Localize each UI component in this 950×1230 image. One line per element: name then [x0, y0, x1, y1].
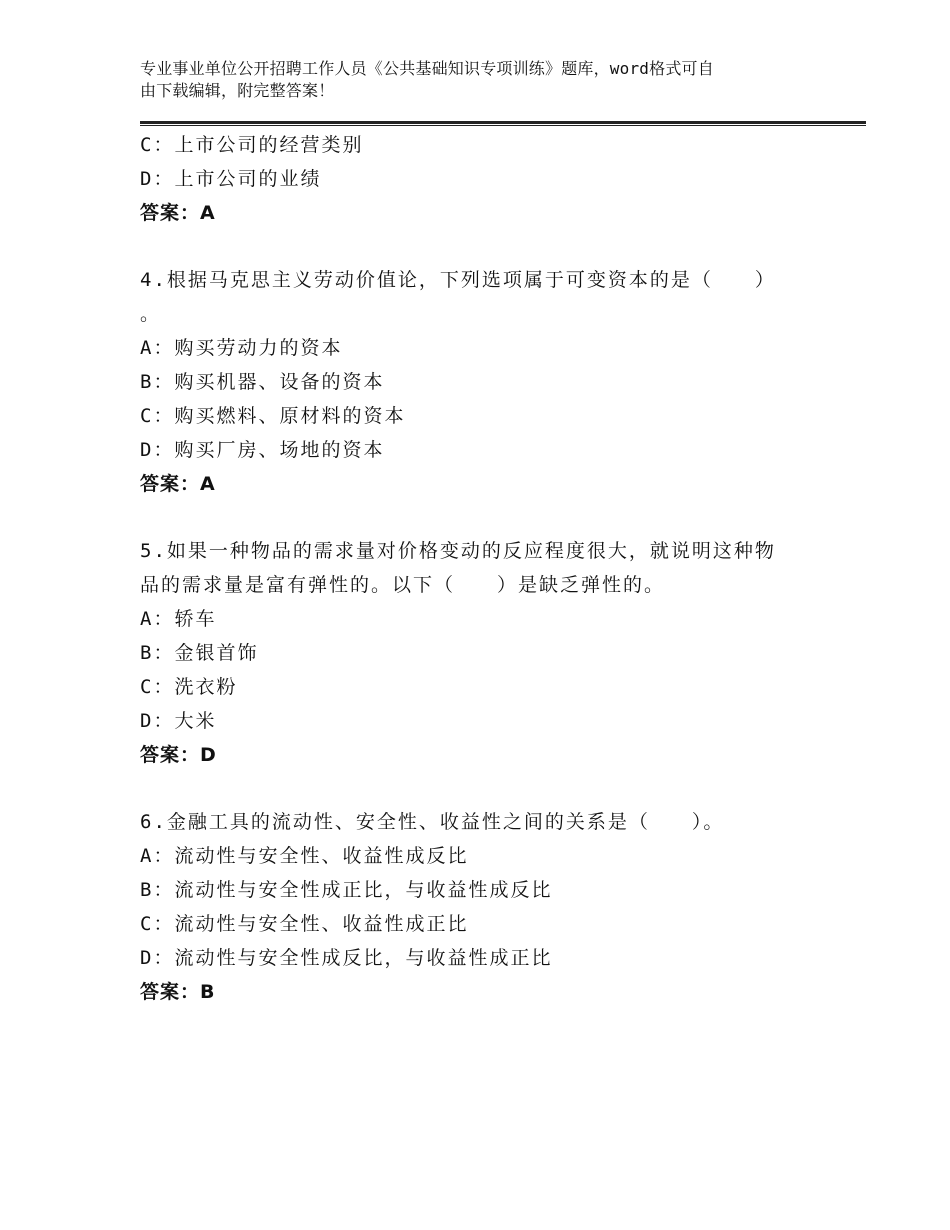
question-5	[140, 534, 820, 772]
answer-label: 答案：D	[140, 744, 217, 766]
question-6	[140, 805, 820, 1009]
question-stem-cont: 。	[140, 303, 162, 325]
spacer	[140, 230, 820, 263]
header-line-1: 专业事业单位公开招聘工作人员《公共基础知识专项训练》题库，word格式可自	[140, 59, 714, 78]
header-line-2: 由下载编辑，附完整答案！	[140, 81, 335, 100]
page-header	[140, 58, 820, 102]
spacer	[140, 501, 820, 534]
option-d: D：流动性与安全性成反比，与收益性成正比	[140, 947, 553, 969]
option-d: D：大米	[140, 710, 217, 732]
answer-label: 答案：A	[140, 473, 216, 495]
question-stem: 5.如果一种物品的需求量对价格变动的反应程度很大，就说明这种物	[140, 540, 776, 562]
option-c: C：上市公司的经营类别	[140, 134, 364, 156]
option-c: C：流动性与安全性、收益性成正比	[140, 913, 469, 935]
option-c: C：洗衣粉	[140, 676, 238, 698]
option-c: C：购买燃料、原材料的资本	[140, 405, 406, 427]
question-stem-cont: 品的需求量是富有弹性的。以下（ ）是缺乏弹性的。	[140, 574, 666, 596]
answer-label: 答案：B	[140, 981, 216, 1003]
option-b: B：流动性与安全性成正比，与收益性成反比	[140, 879, 553, 901]
question-4	[140, 263, 820, 501]
question-list	[140, 128, 820, 1009]
question-stem: 6.金融工具的流动性、安全性、收益性之间的关系是（ ）。	[140, 811, 725, 833]
option-a: A：购买劳动力的资本	[140, 337, 343, 359]
option-a: A：轿车	[140, 608, 217, 630]
spacer	[140, 772, 820, 805]
option-b: B：购买机器、设备的资本	[140, 371, 385, 393]
option-d: D：上市公司的业绩	[140, 168, 322, 190]
question-stem: 4.根据马克思主义劳动价值论，下列选项属于可变资本的是（ ）	[140, 269, 776, 291]
option-a: A：流动性与安全性、收益性成反比	[140, 845, 469, 867]
option-b: B：金银首饰	[140, 642, 259, 664]
option-d: D：购买厂房、场地的资本	[140, 439, 385, 461]
answer-label: 答案：A	[140, 202, 216, 224]
header-divider	[140, 121, 866, 126]
question-3-tail	[140, 128, 820, 230]
